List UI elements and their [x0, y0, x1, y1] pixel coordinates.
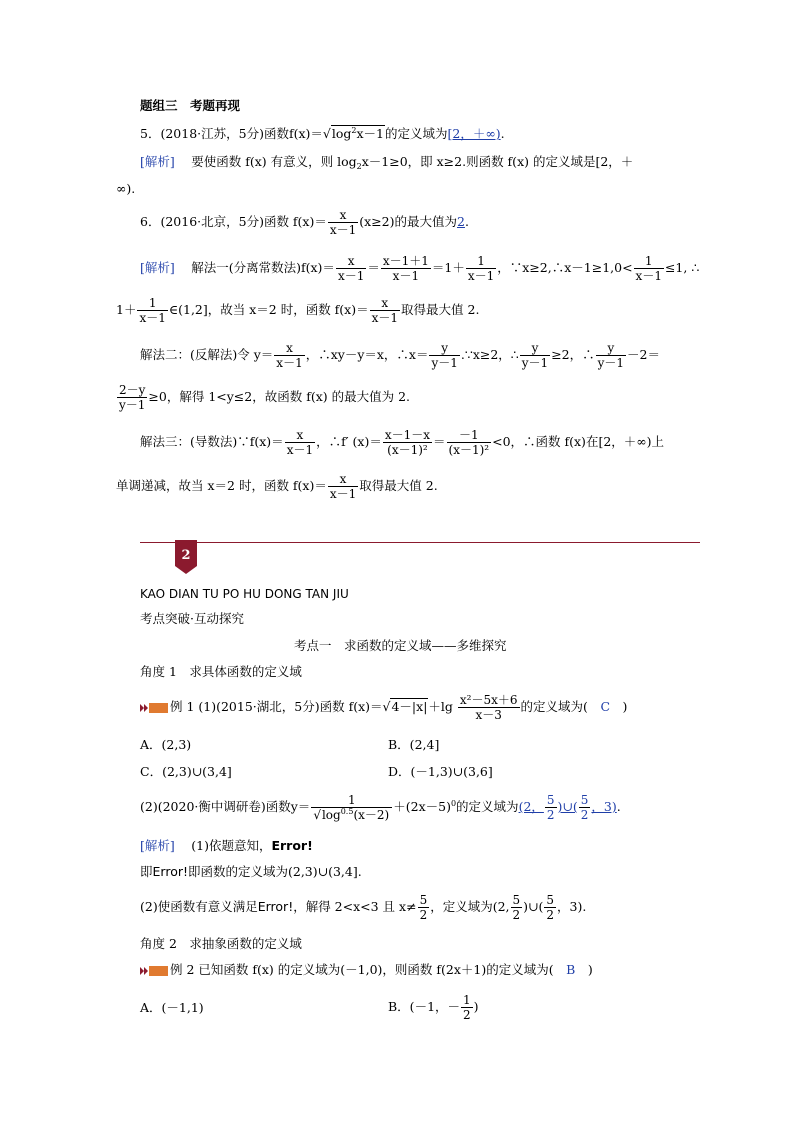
ex1-sqrt: 4－|x| — [391, 699, 428, 714]
example-marker-icon — [140, 703, 168, 713]
ex1-frac-den: x－3 — [458, 707, 520, 722]
sol3-line1 — [140, 428, 664, 457]
sol2-f4-num: y — [607, 341, 615, 355]
q5-prefix: 5．(2018·江苏，5分)函数 — [140, 126, 289, 141]
ex1-2-ans2: )∪( — [557, 799, 578, 814]
ex1-line: 例 1 (1)(2015·湖北，5分)函数 f(x)＝√4－|x|＋lg $\frac{\text{x²－5x＋6}}{x-3}$ 的定义域为( C ) — [140, 690, 627, 724]
ex2-b: ) — [587, 962, 593, 977]
q5-sol-rest: x－1≥0，即 x≥2.则函数 f(x) 的定义域是[2，＋ — [361, 154, 634, 169]
ex1-sol-err1: Error! — [271, 838, 313, 853]
ex1-2-ans-f2 — [579, 793, 591, 822]
sol1-f5 — [137, 296, 167, 325]
ex1-2-log-rest: (x－2) — [353, 808, 390, 822]
ex2-optB — [388, 992, 479, 1022]
sol2-d: ≥2，∴ — [551, 347, 595, 362]
ex1-2-line — [140, 790, 621, 824]
ex1-sol-f3-num: 5 — [546, 893, 555, 907]
sol2-f1 — [274, 341, 304, 370]
q5-solution-line1 — [140, 154, 633, 170]
ex1-sol-err2: Error! — [152, 864, 188, 879]
q5-suffix: 的定义域为 — [385, 126, 448, 141]
sol1-f5-den: x－1 — [139, 311, 166, 325]
q5-log-base: 2 — [351, 126, 357, 135]
sol2-f3-den: y－1 — [521, 356, 549, 370]
q5-answer: [2，＋∞) — [447, 126, 501, 141]
sol3-f1 — [285, 428, 315, 457]
sol3-f3-num: －1 — [459, 428, 479, 442]
sol2-f1-den: x－1 — [276, 356, 303, 370]
sol3-f1-num: x — [296, 428, 304, 442]
ex1-sol-line2 — [140, 864, 362, 880]
section-title: 考点突破·互动探究 — [140, 611, 244, 626]
sol1-f6 — [370, 296, 400, 325]
sol2-f4 — [596, 341, 626, 370]
sol1-f1 — [336, 254, 366, 283]
sol2-f1-num: x — [286, 341, 293, 355]
sol3-d: <0，∴函数 f(x)在[2，＋∞)上 — [492, 434, 665, 449]
sol3-f3-den: (x－1)² — [448, 443, 490, 457]
sol3-l2a: 单调递减，故当 x＝2 时，函数 f(x)＝ — [116, 478, 327, 493]
sol1-line1 — [140, 254, 699, 283]
ex2-optB-den: 2 — [463, 1008, 471, 1022]
q5-end: . — [500, 126, 505, 141]
ex1-sol-l3a: (2)使函数有意义满足 — [140, 899, 258, 914]
sol2-f5-den: y－1 — [119, 398, 146, 412]
sol3-f4-den: x－1 — [329, 487, 357, 501]
ex1-2-ans-f2-num: 5 — [580, 793, 589, 807]
q6-end: . — [464, 214, 469, 229]
ex1-sol-l1: (1)依题意知， — [191, 838, 272, 853]
sol1-f6-den: x－1 — [371, 311, 399, 325]
ex2-a: 例 2 已知函数 f(x) 的定义域为(－1,0)，则函数 f(2x＋1)的定义域为( — [170, 962, 554, 977]
ex1-optA: A．(2,3) — [140, 737, 192, 752]
ex1-2-frac-den: $√\log^{0.5}(x-2)$ — [311, 807, 392, 822]
ex1-2-y: y＝ — [290, 799, 311, 814]
sol1-f3-den: x－1 — [467, 269, 495, 283]
section-badge — [175, 540, 197, 574]
sol1-f4 — [634, 254, 664, 283]
sol1-f1-den: x－1 — [337, 269, 365, 283]
sol1-line2 — [116, 296, 479, 325]
sol1-f4-den: x－1 — [635, 269, 662, 283]
ex1-answer: C — [600, 699, 611, 714]
sol1-l2a: 1＋ — [116, 302, 137, 317]
sol2-line2 — [116, 383, 410, 412]
q5-sol-text: 要使函数 f(x) 有意义，则 log — [191, 154, 357, 169]
sol1-f6-num: x — [381, 296, 389, 310]
q5-line: 5．(2018·江苏，5分)函数$f(x)=√\log^2x-1$的定义域为[2，＋∞). — [140, 126, 505, 141]
ex1-2-b: ＋(2x－5) — [393, 799, 451, 814]
ex1-2-ans-f1-num: 5 — [546, 793, 555, 807]
ex1-2-ans-f1-den: 2 — [546, 808, 555, 822]
example-marker-icon — [140, 966, 168, 976]
ex1-2-ans-f1 — [545, 793, 557, 822]
ex1-d: ) — [622, 699, 628, 714]
q5-log: log — [331, 126, 352, 141]
ex1-c: 的定义域为( — [520, 699, 588, 714]
q5-rad-rest: x－1 — [356, 126, 384, 141]
sol2-c: .∵x≥2，∴ — [460, 347, 519, 362]
sol3-f1-den: x－1 — [286, 443, 314, 457]
ex1-2-ans-f2-den: 2 — [580, 808, 589, 822]
ex2-optB-frac — [461, 993, 473, 1022]
sol3-f2-num: x－1－x — [384, 428, 431, 442]
ex1-2-answer — [518, 793, 617, 822]
section-divider — [140, 542, 700, 543]
sol2-f3-num: y — [531, 341, 539, 355]
sol1-f4-num: 1 — [644, 254, 653, 268]
ex1-sol-f2-den: 2 — [512, 908, 521, 922]
ex1-2-a: (2)(2020·衡中调研卷)函数 — [140, 799, 291, 814]
sol3-b: ，∴f′ (x)＝ — [316, 434, 382, 449]
sol1-f1-num: x — [347, 254, 355, 268]
ex1-frac — [458, 693, 520, 722]
ex1-sol-f3-den: 2 — [546, 908, 555, 922]
ex1-sol-f1-den: 2 — [419, 908, 428, 922]
angle1-title: 角度 1 求具体函数的定义域 — [140, 664, 302, 679]
sol1-f2-den: x－1 — [381, 268, 431, 283]
sol3-f2-den: (x－1)² — [383, 442, 432, 457]
section-pinyin: KAO DIAN TU PO HU DONG TAN JIU — [140, 587, 349, 601]
sol3-f3 — [447, 428, 492, 457]
ex1-optC: C．(2,3)∪(3,4] — [140, 764, 232, 779]
ex1-2-ans1: (2， — [518, 799, 544, 814]
sol1-f2-num: x－1＋1 — [382, 254, 429, 268]
ex2-line — [140, 962, 593, 978]
sol2-f2 — [429, 341, 459, 370]
ex2-optB-b: ) — [473, 999, 479, 1014]
ex1-optB: B．(2,4] — [388, 737, 440, 752]
sol2-line1 — [140, 341, 660, 370]
sol2-f2-den: y－1 — [431, 356, 458, 370]
sol2-f: ≥0，解得 1<y≤2，故函数 f(x) 的最大值为 2. — [148, 389, 411, 404]
ex1-sol-l3d: )∪( — [523, 899, 544, 914]
q6-prefix: 6．(2016·北京，5分)函数 f(x)＝ — [140, 214, 327, 229]
q5-sol-sub: 2 — [356, 162, 362, 171]
ex2-optB-num: 1 — [463, 993, 471, 1007]
ex1-frac-num: x²－5x＋6 — [459, 693, 518, 707]
sol3-l2b: 取得最大值 2. — [359, 478, 438, 493]
sol2-b: ，∴xy－y＝x，∴x＝ — [305, 347, 429, 362]
ex1-sol-l2b: 即函数的定义域为(2,3)∪(3,4]. — [188, 864, 362, 879]
ex1-optD: D．(－1,3)∪(3,6] — [388, 764, 493, 779]
sol2-e: －2＝ — [627, 347, 660, 362]
ex1-2-b-sup: 0 — [450, 799, 457, 808]
ex1-2-c: 的定义域为 — [456, 799, 519, 814]
sol3-f4 — [328, 472, 358, 501]
sol1-tag: [解析] — [140, 260, 175, 275]
sol1-eq2: ＝1＋ — [431, 260, 465, 275]
ex1-sol-l3b: ，解得 2<x<3 且 x≠ — [293, 899, 417, 914]
ex1-sol-tag: [解析] — [140, 838, 175, 853]
ex1-a: 例 1 (1)(2015·湖北，5分)函数 f(x)＝ — [170, 699, 383, 714]
sol1-f5-num: 1 — [148, 296, 157, 310]
ex1-2-frac — [311, 793, 392, 822]
sol1-method: 解法一(分离常数法)f(x)＝ — [191, 260, 335, 275]
ex1-sol-line3 — [140, 892, 586, 922]
ex1-2-ans3: ，3) — [591, 799, 617, 814]
ex1-sol-l3c: ，定义域为(2, — [430, 899, 510, 914]
sol3-line2 — [116, 472, 438, 501]
sol3-c: ＝ — [433, 434, 446, 449]
q6-suffix: (x≥2)的最大值为 — [359, 214, 457, 229]
sol1-f3 — [466, 254, 496, 283]
ex1-2-end: . — [616, 799, 621, 814]
sol1-mid: ，∵x≥2,∴x－1≥1,0< — [497, 260, 633, 275]
ex1-sol-f1 — [418, 893, 430, 922]
q6-line — [140, 208, 469, 237]
q6-answer: 2 — [457, 214, 465, 229]
ex1-sol-f3 — [544, 893, 556, 922]
topic-title: 考点一 求函数的定义域——多维探究 — [294, 638, 507, 653]
sol2-f5 — [117, 383, 147, 412]
q5-radicand — [331, 125, 385, 141]
q5-solution-line2: ∞). — [116, 181, 136, 196]
badge-number: 2 — [181, 548, 191, 563]
q6-frac — [328, 208, 358, 237]
ex1-sol-f1-num: 5 — [419, 893, 428, 907]
ex1-sol-line1 — [140, 838, 313, 854]
ex1-2-frac-num: 1 — [347, 793, 356, 807]
sol3-f2 — [383, 428, 432, 457]
ex1-2-log: log — [321, 808, 341, 822]
ex1-sol-f2-num: 5 — [512, 893, 521, 907]
sol2-a: 解法二：(反解法)令 y＝ — [140, 347, 274, 362]
ex1-b: ＋lg — [428, 699, 453, 714]
sol1-f2 — [381, 254, 431, 283]
sol1-f3-num: 1 — [477, 254, 485, 268]
ex1-2-log-base: 0.5 — [340, 807, 354, 816]
ex1-sol-l3e: ，3). — [557, 899, 587, 914]
ex2-answer: B — [566, 962, 576, 977]
q6-frac-num: x — [339, 208, 347, 222]
ex1-sol-f2 — [511, 893, 523, 922]
sol2-f4-den: y－1 — [597, 356, 625, 370]
q6-frac-den: x－1 — [329, 223, 357, 237]
ex1-sol-l2a: 即 — [140, 864, 153, 879]
sol2-f5-num: 2－y — [119, 383, 146, 397]
ex1-sol-err3: Error! — [257, 899, 294, 914]
sol2-f2-num: y — [441, 341, 449, 355]
q5-fx: f(x)＝ — [288, 126, 323, 141]
q5-solution-tag: [解析] — [140, 154, 175, 169]
sol1-l2b: ∈(1,2]，故当 x＝2 时，函数 f(x)＝ — [168, 302, 369, 317]
group-title: 题组三 考题再现 — [140, 98, 241, 113]
sol3-f4-num: x — [339, 472, 347, 486]
sol1-l2c: 取得最大值 2. — [401, 302, 480, 317]
sol3-a: 解法三：(导数法)∵f(x)＝ — [140, 434, 284, 449]
angle2-title: 角度 2 求抽象函数的定义域 — [140, 936, 302, 951]
sol2-f3 — [520, 341, 550, 370]
ex2-optB-a: B．(－1，－ — [388, 999, 461, 1014]
ex2-optA: A．(－1,1) — [140, 1000, 204, 1015]
sol1-eq1: ＝ — [367, 260, 380, 275]
sol1-end: ≤1, ∴ — [664, 260, 700, 275]
